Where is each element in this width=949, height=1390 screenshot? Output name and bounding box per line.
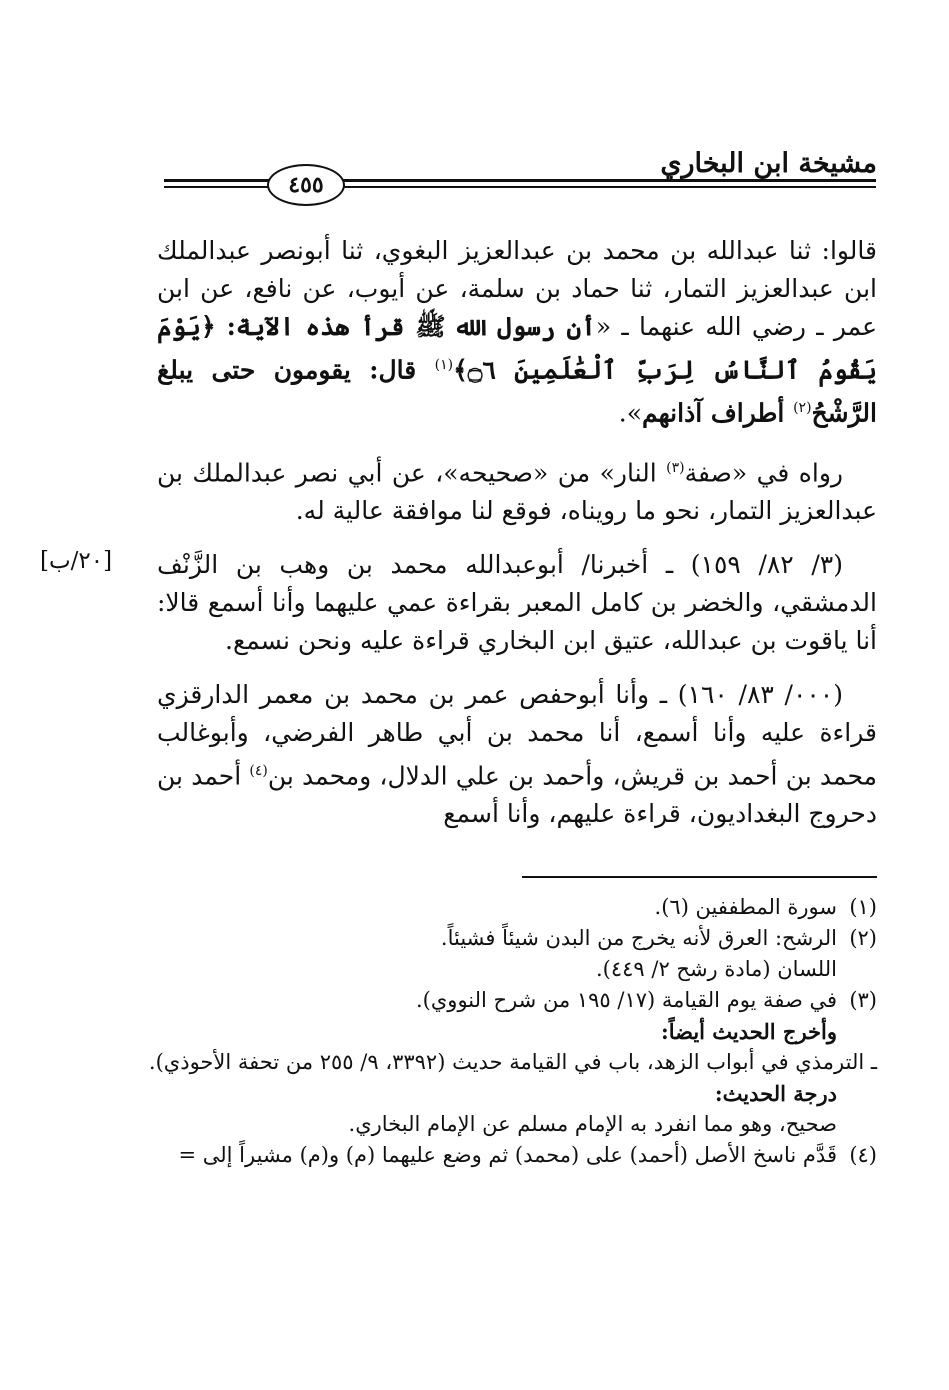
main-text [157, 232, 877, 849]
footnote-text: في صفة يوم القيامة (١٧/ ١٩٥ من شرح النووي). [416, 988, 837, 1012]
footnote-number: (٣) [849, 988, 877, 1012]
footnote-number: (١) [849, 895, 877, 919]
footnote-text: اللسان (مادة رشح ٢/ ٤٤٩). [595, 957, 837, 981]
text: رواه في «صفة [684, 457, 843, 487]
manuscript-folio-ref: [٢٠/ب] [40, 548, 113, 574]
footnote-text: سورة المطففين (٦). [654, 895, 837, 919]
paragraph-chain-159: (٣/ ٨٢/ ١٥٩) ـ أخبرنا/ أبوعبدالله محمد بن وهب بن الزَّنْف الدمشقي، والخضر بن كامل المعبر بقراءة عمي عليهما وأنا أسمع قالا: أنا ياقوت بن عبدالله، عتيق ابن البخاري قراءة عليه ونحن نسمع. [157, 549, 877, 655]
footnote-2 [147, 923, 877, 954]
text: ». [618, 398, 643, 428]
footnotes [147, 892, 877, 1171]
footnote-separator [522, 876, 877, 878]
footnote-heading: وأخرج الحديث أيضاً: [660, 1019, 837, 1044]
paragraph-hadith [157, 232, 877, 433]
text: أحمد بن دحروج البغداديون، قراءة عليهم، وأنا أسمع [157, 761, 877, 829]
running-title: مشيخة ابن البخاري [660, 148, 877, 179]
text: قالوا: ثنا عبدالله بن محمد بن عبدالعزيز البغوي، ثنا أبونصر عبدالملك ابن عبدالعزيز التمار، ثنا حماد بن سلمة، عن أيوب، عن نافع، عن ابن عمر ـ رضي الله عنهما ـ « [157, 236, 877, 341]
footnote-4 [147, 1140, 877, 1171]
footnote-number: (٤) [849, 1143, 877, 1167]
footnote-ref: (٤) [249, 762, 268, 779]
bold-text: قال: يقومون حتى يبلغ الرَّشْحُ [157, 355, 877, 428]
page-number: ٤٥٥ [267, 164, 345, 206]
footnote-text: الرشح: العرق لأنه يخرج من البدن شيئاً فشيئاً. [440, 926, 837, 950]
paragraph-source [157, 449, 877, 530]
text: النار» من «صحيحه»، عن أبي نصر عبدالملك بن عبدالعزيز التمار، نحو ما رويناه، فوقع لنا موافقة عالية له. [157, 457, 877, 525]
footnote-ref: (١) [434, 357, 454, 373]
footnote-number: (٢) [849, 926, 877, 950]
footnote-1 [147, 892, 877, 923]
text: (٠٠٠/ ٨٣/ ١٦٠) ـ وأنا أبوحفص عمر بن محمد بن معمر الدارقزي قراءة عليه وأنا أسمع، أنا محمد بن أبي طاهر الفرضي، وأبوغالب محمد بن أحمد بن قريش، وأحمد بن علي الدلال، ومحمد بن [157, 679, 877, 791]
footnote-text: صحيح، وهو مما انفرد به الإمام مسلم عن الإمام البخاري. [348, 1112, 837, 1136]
footnote-ref: (٢) [793, 400, 812, 417]
bold-text: أن رسول الله ﷺ قرأ هذه الآية: [226, 312, 596, 341]
footnote-text: ـ الترمذي في أبواب الزهد، باب في القيامة حديث (٣٣٩٢، ٩/ ٢٥٥ من تحفة الأحوذي). [148, 1050, 877, 1074]
bold-text: أطراف آذانهم [642, 398, 794, 428]
footnote-text: قَدَّم ناسخ الأصل (أحمد) على (محمد) ثم وضع عليهما (م) و(م) مشيراً إلى = [178, 1143, 837, 1167]
footnote-ref: (٣) [666, 459, 685, 476]
footnote-heading: درجة الحديث: [714, 1081, 837, 1106]
paragraph-chain-160 [157, 676, 877, 833]
footnote-3 [147, 985, 877, 1016]
quran-verse: ﴿يَوْمَ يَقُومُ ٱلنَّاسُ لِرَبِّ ٱلْعَٰلَمِينَ ۝٦﴾ [157, 312, 877, 385]
